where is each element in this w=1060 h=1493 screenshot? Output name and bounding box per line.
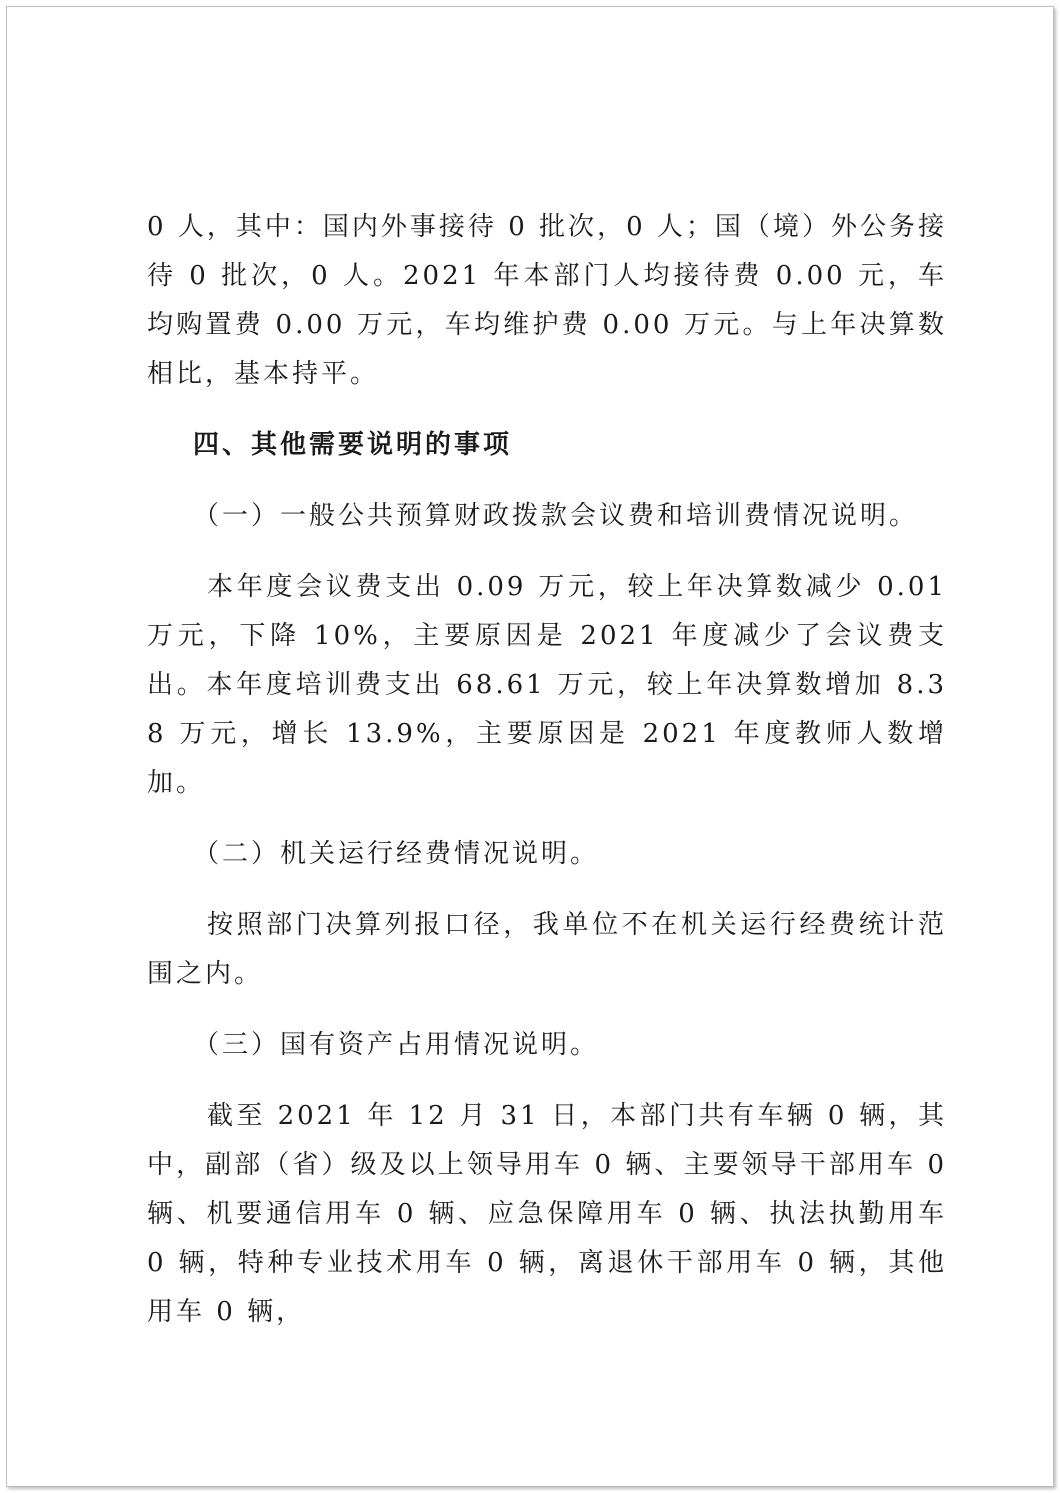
page-content [147,203,959,1337]
subsection-heading-2: （二）机关运行经费情况说明。 [193,839,600,869]
reception-paragraph: 0 人，其中：国内外事接待 0 批次，0 人；国（境）外公务接待 0 批次，0 人。2021 年本部门人均接待费 0.00 元，车均购置费 0.00 万元，车均维护费 0.00 万元。与上年决算数相比，基本持平。 [147,212,947,389]
meeting-training-paragraph: 本年度会议费支出 0.09 万元，较上年决算数减少 0.01 万元，下降 10%，主要原因是 2021 年度减少了会议费支出。本年度培训费支出 68.61 万元，较上年决算数增加 8.38 万元，增长 13.9%，主要原因是 2021 年度教师人数增加。 [147,572,959,798]
document-page [6,6,1054,1487]
state-assets-paragraph: 截至 2021 年 12 月 31 日，本部门共有车辆 0 辆，其中，副部（省）级及以上领导用车 0 辆、主要领导干部用车 0 辆、机要通信用车 0 辆、应急保障用车 0 辆、执法执勤用车 0 辆，特种专业技术用车 0 辆，离退休干部用车 0 辆，其他用车 0 辆， [147,1101,959,1327]
section-heading: 四、其他需要说明的事项 [193,430,513,460]
operating-expense-paragraph: 按照部门决算列报口径，我单位不在机关运行经费统计范围之内。 [147,910,947,989]
subsection-heading-1: （一）一般公共预算财政拨款会议费和培训费情况说明。 [193,501,919,531]
subsection-heading-3: （三）国有资产占用情况说明。 [193,1030,600,1060]
